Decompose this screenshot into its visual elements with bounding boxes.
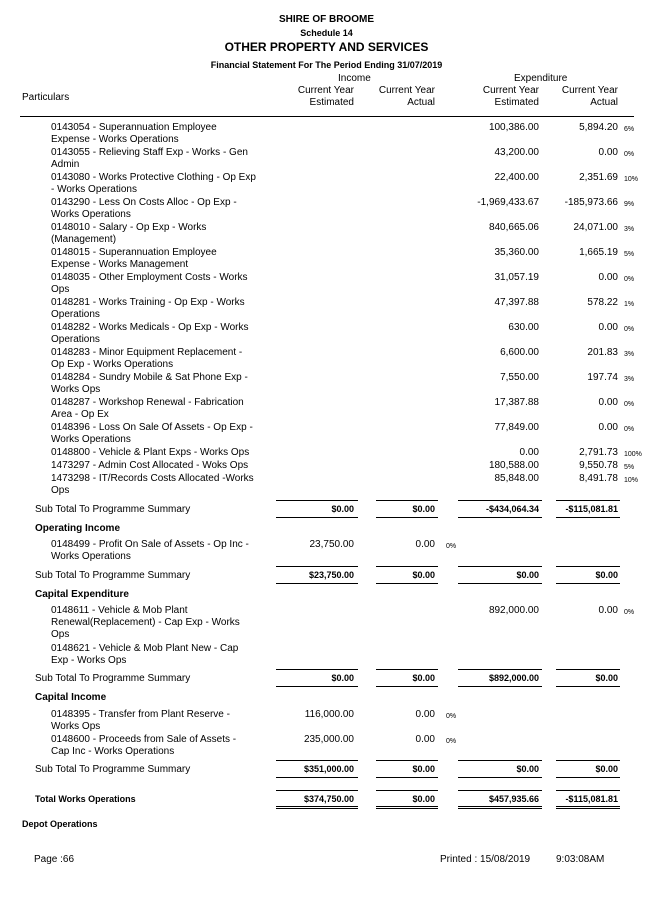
section-capital-income: Capital Income <box>35 692 107 703</box>
row-description: 0148010 - Salary - Op Exp - Works (Management) <box>51 222 207 245</box>
subtotal-income-estimated: $0.00 <box>331 673 354 683</box>
income-estimated: 235,000.00 <box>303 734 354 745</box>
expenditure-header: Expenditure <box>514 73 568 84</box>
rule-line <box>556 583 620 584</box>
row-description: 0148283 - Minor Equipment Replacement - Op Exp - Works Operations <box>51 347 243 370</box>
page-number: Page :66 <box>34 854 75 865</box>
printed-date: Printed : 15/08/2019 <box>440 854 531 865</box>
row-description: 0148287 - Workshop Renewal - Fabrication Area - Op Ex <box>51 397 244 420</box>
expenditure-actual: 0.00 <box>598 147 618 158</box>
expenditure-percent: 5% <box>624 464 635 471</box>
income-actual: 0.00 <box>415 539 435 550</box>
expenditure-estimated: 35,360.00 <box>494 247 539 258</box>
rule-line <box>276 686 358 687</box>
expenditure-percent: 0% <box>624 401 635 408</box>
expenditure-percent: 9% <box>624 201 635 208</box>
rule-line <box>376 760 438 761</box>
expenditure-actual: 8,491.78 <box>579 473 618 484</box>
rule-line <box>556 777 620 778</box>
rule-line <box>556 566 620 567</box>
row-description: 0148600 - Proceeds from Sale of Assets - Cap Inc - Works Operations <box>51 734 237 757</box>
expenditure-estimated: 17,387.88 <box>494 397 539 408</box>
row-description: 0148015 - Superannuation Employee Expense - Works Management <box>51 247 217 270</box>
subtotal-expenditure-actual: $0.00 <box>595 764 618 774</box>
row-description: 0148499 - Profit On Sale of Assets - Op Inc - Works Operations <box>51 539 249 562</box>
expenditure-estimated: 7,550.00 <box>500 372 539 383</box>
header-line: Current Year <box>378 85 435 96</box>
rule-line <box>376 777 438 778</box>
row-description: 0148621 - Vehicle & Mob Plant New - Cap Exp - Works Ops <box>51 643 239 666</box>
expenditure-estimated: 77,849.00 <box>494 422 539 433</box>
income-header: Income <box>338 73 371 84</box>
row-description: 0148611 - Vehicle & Mob Plant Renewal(Replacement) - Cap Exp - Works Ops <box>51 605 240 640</box>
expenditure-estimated: 43,200.00 <box>494 147 539 158</box>
rule-line <box>458 686 542 687</box>
expenditure-percent: 5% <box>624 251 635 258</box>
row-description: 0143054 - Superannuation Employee Expense - Works Operations <box>51 122 217 145</box>
expenditure-estimated: 180,588.00 <box>488 460 539 471</box>
expenditure-actual: 0.00 <box>598 322 618 333</box>
header-divider <box>20 116 634 117</box>
rule-line <box>458 669 542 670</box>
subtotal-label: Sub Total To Programme Summary <box>35 504 191 515</box>
rule-line <box>376 790 438 791</box>
subtotal-income-estimated: $351,000.00 <box>303 764 354 774</box>
income-estimated-header <box>298 85 354 109</box>
org-name: SHIRE OF BROOME <box>278 14 374 25</box>
row-description: 0148282 - Works Medicals - Op Exp - Works Operations <box>51 322 249 345</box>
rule-line <box>556 808 620 809</box>
subtotal-label: Sub Total To Programme Summary <box>35 570 191 581</box>
expenditure-estimated: 6,600.00 <box>500 347 539 358</box>
expenditure-actual: 24,071.00 <box>573 222 618 233</box>
total-expenditure-actual: -$115,081.81 <box>565 794 618 804</box>
expenditure-percent: 0% <box>624 609 635 616</box>
income-actual-header <box>379 85 435 109</box>
expenditure-estimated: 892,000.00 <box>488 605 539 616</box>
income-estimated: 116,000.00 <box>304 709 354 720</box>
income-estimated: 23,750.00 <box>309 539 354 550</box>
expenditure-actual: 2,351.69 <box>579 172 618 183</box>
page-title: OTHER PROPERTY AND SERVICES <box>224 40 429 54</box>
expenditure-actual: 9,550.78 <box>579 460 618 471</box>
header-line: Actual <box>590 97 618 108</box>
total-income-estimated: $374,750.00 <box>303 794 354 804</box>
row-description: 0148284 - Sundry Mobile & Sat Phone Exp - Works Ops <box>51 372 248 395</box>
income-actual: 0.00 <box>415 734 435 745</box>
expenditure-estimated: 630.00 <box>508 322 539 333</box>
rule-line <box>556 500 620 501</box>
expenditure-estimated: 840,665.06 <box>488 222 539 233</box>
expenditure-percent: 3% <box>624 226 635 233</box>
subtotal-income-actual: $0.00 <box>412 764 435 774</box>
subtotal-income-estimated: $0.00 <box>331 504 354 514</box>
rule-line <box>556 517 620 518</box>
rule-line <box>276 808 358 809</box>
expenditure-estimated-header <box>483 85 539 109</box>
rule-line <box>556 669 620 670</box>
period-subtitle: Financial Statement For The Period Ending 31/07/2019 <box>210 60 443 70</box>
rule-line <box>376 583 438 584</box>
expenditure-estimated: 100,386.00 <box>488 122 539 133</box>
expenditure-actual: 0.00 <box>598 605 618 616</box>
rule-line <box>458 566 542 567</box>
rule-line <box>276 790 358 791</box>
rule-line <box>458 808 542 809</box>
expenditure-percent: 0% <box>624 426 635 433</box>
rule-line <box>376 500 438 501</box>
rule-line <box>556 686 620 687</box>
subtotal-expenditure-estimated: $0.00 <box>516 570 539 580</box>
expenditure-actual: 2,791.73 <box>579 447 618 458</box>
rule-line <box>376 808 438 809</box>
total-income-actual: $0.00 <box>412 794 435 804</box>
row-description: 0148800 - Vehicle & Plant Exps - Works Ops <box>51 447 250 458</box>
expenditure-actual: 1,665.19 <box>579 247 618 258</box>
rule-line <box>458 790 542 791</box>
rule-line <box>376 806 438 807</box>
rule-line <box>556 760 620 761</box>
subtotal-expenditure-estimated: -$434,064.34 <box>485 504 539 514</box>
subtotal-expenditure-actual: $0.00 <box>595 673 618 683</box>
rule-line <box>458 806 542 807</box>
expenditure-percent: 10% <box>624 477 639 484</box>
expenditure-estimated: 85,848.00 <box>494 473 539 484</box>
subtotal-income-actual: $0.00 <box>412 570 435 580</box>
header-line: Estimated <box>309 97 354 108</box>
expenditure-actual: 0.00 <box>598 397 618 408</box>
rule-line <box>276 806 358 807</box>
expenditure-actual: 201.83 <box>587 347 618 358</box>
rule-line <box>458 760 542 761</box>
expenditure-percent: 6% <box>624 126 635 133</box>
header-line: Current Year <box>482 85 539 96</box>
expenditure-estimated: 47,397.88 <box>494 297 539 308</box>
expenditure-percent: 10% <box>624 176 639 183</box>
row-description: 0148396 - Loss On Sale Of Assets - Op Exp - Works Operations <box>51 422 253 445</box>
income-percent: 0% <box>446 738 457 745</box>
rule-line <box>276 583 358 584</box>
rule-line <box>276 500 358 501</box>
subtotal-expenditure-estimated: $0.00 <box>516 764 539 774</box>
expenditure-percent: 0% <box>624 151 635 158</box>
schedule-label: Schedule 14 <box>300 28 353 38</box>
row-description: 1473297 - Admin Cost Allocated - Woks Ops <box>51 460 249 471</box>
row-description: 0143080 - Works Protective Clothing - Op Exp - Works Operations <box>51 172 256 195</box>
header-line: Estimated <box>494 97 539 108</box>
row-description: 1473298 - IT/Records Costs Allocated -Works Ops <box>51 473 254 496</box>
row-description: 0143055 - Relieving Staff Exp - Works - Gen Admin <box>51 147 248 170</box>
expenditure-percent: 100% <box>624 451 642 458</box>
subtotal-expenditure-estimated: $892,000.00 <box>488 673 539 683</box>
expenditure-estimated: 0.00 <box>519 447 539 458</box>
expenditure-percent: 3% <box>624 376 635 383</box>
rule-line <box>556 806 620 807</box>
income-actual: 0.00 <box>415 709 435 720</box>
expenditure-actual: 578.22 <box>587 297 618 308</box>
subtotal-income-estimated: $23,750.00 <box>308 570 354 580</box>
expenditure-percent: 0% <box>624 276 635 283</box>
rule-line <box>276 760 358 761</box>
rule-line <box>376 517 438 518</box>
header-line: Current Year <box>561 85 618 96</box>
rule-line <box>376 669 438 670</box>
expenditure-actual: 5,894.20 <box>579 122 618 133</box>
rule-line <box>276 777 358 778</box>
expenditure-percent: 0% <box>624 326 635 333</box>
row-description: 0143290 - Less On Costs Alloc - Op Exp - Works Operations <box>51 197 237 220</box>
total-label: Total Works Operations <box>35 794 136 804</box>
particulars-header: Particulars <box>22 92 70 103</box>
row-description: 0148035 - Other Employment Costs - Works Ops <box>51 272 248 295</box>
section-operating-income: Operating Income <box>35 523 121 534</box>
rule-line <box>276 566 358 567</box>
rule-line <box>458 583 542 584</box>
rule-line <box>458 777 542 778</box>
expenditure-estimated: 31,057.19 <box>494 272 539 283</box>
rule-line <box>376 686 438 687</box>
expenditure-estimated: 22,400.00 <box>494 172 539 183</box>
row-description: 0148281 - Works Training - Op Exp - Works Operations <box>51 297 245 320</box>
section-capital-expenditure: Capital Expenditure <box>35 589 129 600</box>
subtotal-income-actual: $0.00 <box>412 504 435 514</box>
subtotal-expenditure-actual: -$115,081.81 <box>565 504 618 514</box>
next-section-heading: Depot Operations <box>22 819 98 829</box>
expenditure-actual: 197.74 <box>587 372 618 383</box>
printed-time: 9:03:08AM <box>556 854 605 865</box>
subtotal-label: Sub Total To Programme Summary <box>35 673 191 684</box>
expenditure-actual: 0.00 <box>598 422 618 433</box>
rule-line <box>376 566 438 567</box>
expenditure-actual: -185,973.66 <box>564 197 618 208</box>
rule-line <box>276 517 358 518</box>
expenditure-percent: 3% <box>624 351 635 358</box>
subtotal-label: Sub Total To Programme Summary <box>35 764 191 775</box>
subtotal-income-actual: $0.00 <box>412 673 435 683</box>
total-expenditure-estimated: $457,935.66 <box>488 794 539 804</box>
income-percent: 0% <box>446 713 457 720</box>
rule-line <box>458 500 542 501</box>
rule-line <box>276 669 358 670</box>
rule-line <box>458 517 542 518</box>
rule-line <box>556 790 620 791</box>
expenditure-estimated: -1,969,433.67 <box>477 197 539 208</box>
row-description: 0148395 - Transfer from Plant Reserve - Works Ops <box>51 709 230 732</box>
expenditure-actual: 0.00 <box>598 272 618 283</box>
subtotal-expenditure-actual: $0.00 <box>595 570 618 580</box>
header-line: Current Year <box>297 85 354 96</box>
header-line: Actual <box>407 97 435 108</box>
expenditure-actual-header <box>562 85 618 109</box>
expenditure-percent: 1% <box>624 301 635 308</box>
income-percent: 0% <box>446 543 457 550</box>
